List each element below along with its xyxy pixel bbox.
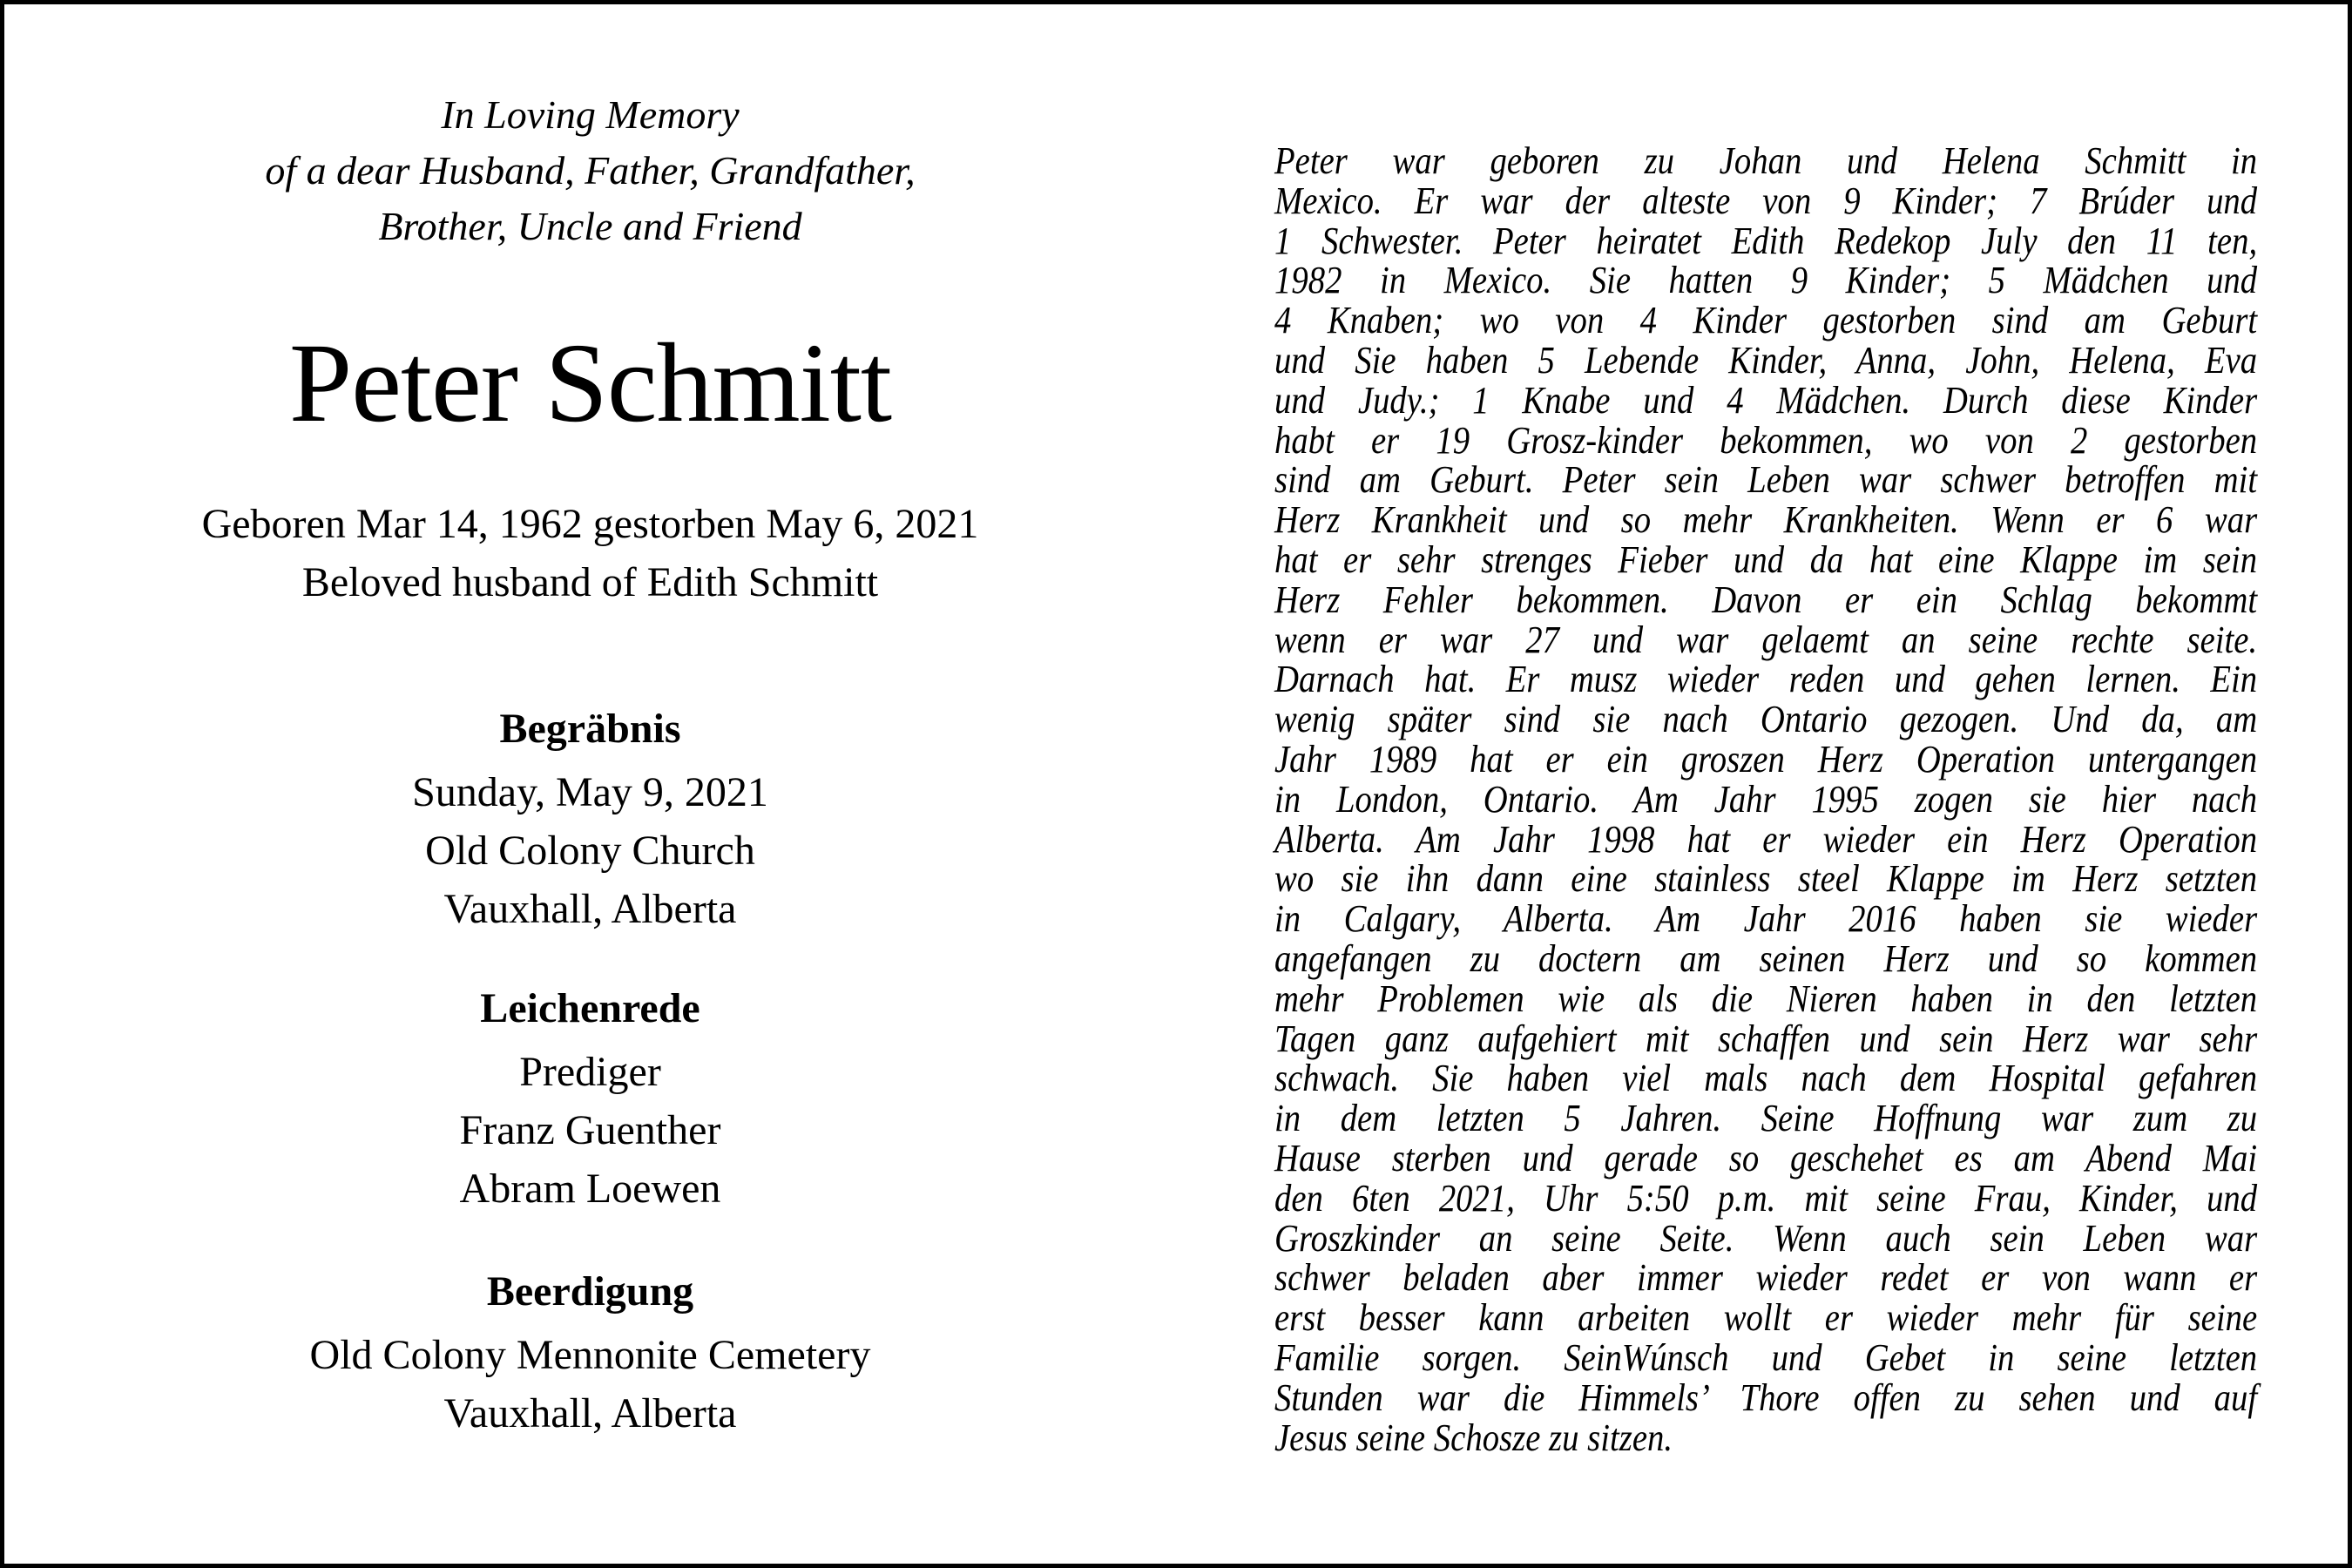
biography-line: erst besser kann arbeiten wollt er wieder mehr für seine (1274, 1296, 2258, 1340)
biography-line: Peter war geboren zu Johan und Helena Schmitt in (1274, 139, 2258, 182)
biography-line: Herz Krankheit und so mehr Krankheiten. Wenn er 6 war (1274, 498, 2258, 542)
funeral-date-line: Sunday, May 9, 2021 (412, 769, 768, 815)
section-beerdigung (4, 1262, 1176, 1443)
biography-line: wenig später sind sie nach Ontario gezogen. Und da, am (1274, 698, 2258, 741)
biography-line: habt er 19 Grosz-kinder bekommen, wo von 2 gestorben (1274, 418, 2258, 462)
section-leichenrede (4, 979, 1176, 1218)
biography-line: Alberta. Am Jahr 1998 hat er wieder ein Herz Operation (1274, 817, 2258, 861)
cemetery-line: Old Colony Mennonite Cemetery (309, 1332, 871, 1378)
biography-line: Mexico. Er war der alteste von 9 Kinder; 7 Brúder und (1274, 179, 2258, 222)
biography-line: und Sie haben 5 Lebende Kinder, Anna, John, Helena, Eva (1274, 338, 2258, 382)
section-begraebnis (4, 700, 1176, 938)
biography-line: mehr Problemen wie als die Nieren haben in den letzten (1274, 977, 2258, 1020)
section-heading-begraebnis: Begräbnis (499, 706, 681, 752)
biography-line: den 6ten 2021, Uhr 5:50 p.m. mit seine Frau, Kinder, und (1274, 1176, 2258, 1220)
biography-line: in dem letzten 5 Jahren. Seine Hoffnung war zum zu (1274, 1097, 2258, 1140)
biography-line: Jahr 1989 hat er ein groszen Herz Operation untergangen (1274, 737, 2258, 781)
biography-line: hat er sehr strenges Fieber und da hat eine Klappe im sein (1274, 537, 2258, 581)
biography-line: Groszkinder an seine Seite. Wenn auch sein Leben war (1274, 1216, 2258, 1260)
left-column (4, 4, 1176, 1564)
biography-line: wo sie ihn dann eine stainless steel Klappe im Herz setzten (1274, 857, 2258, 901)
biography-line: 1 Schwester. Peter heiratet Edith Redekop July den 11 ten, (1274, 219, 2258, 262)
biography-line: 4 Knaben; wo von 4 Kinder gestorben sind am Geburt (1274, 299, 2258, 342)
deceased-name: Peter Schmitt (288, 321, 892, 446)
biography-line: Familie sorgen. SeinWúnsch und Gebet in seine letzten (1274, 1335, 2258, 1379)
biography-text (1274, 141, 2257, 1457)
biography-line: in Calgary, Alberta. Am Jahr 2016 haben sie wieder (1274, 897, 2258, 941)
relation-line: Beloved husband of Edith Schmitt (301, 559, 879, 605)
preacher-name-line: Abram Loewen (459, 1166, 721, 1212)
memorial-header-line-2: of a dear Husband, Father, Grandfather, (265, 148, 916, 193)
biography-line: Jesus seine Schosze zu sitzen. (1274, 1416, 1673, 1459)
biography-line: Tagen ganz aufgehiert mit schaffen und sein Herz war sehr (1274, 1017, 2258, 1060)
cemetery-place-line: Vauxhall, Alberta (443, 1390, 737, 1436)
preacher-name-line: Franz Guenther (459, 1107, 721, 1153)
biography-line: Stunden war die Himmels’ Thore offen zu sehen und auf (1274, 1375, 2258, 1419)
section-heading-beerdigung: Beerdigung (486, 1268, 694, 1315)
section-heading-leichenrede: Leichenrede (480, 985, 700, 1031)
biography-line: Hause sterben und gerade so geschehet es am Abend Mai (1274, 1136, 2258, 1179)
biography-line: angefangen zu doctern am seinen Herz und so kommen (1274, 936, 2258, 980)
biography-line: wenn er war 27 und war gelaemt an seine rechte seite. (1274, 618, 2258, 661)
dates-block (4, 495, 1176, 612)
biography-line: schwach. Sie haben viel mals nach dem Hospital gefahren (1274, 1057, 2258, 1100)
memorial-header-line-3: Brother, Uncle and Friend (378, 204, 802, 248)
funeral-place-line: Vauxhall, Alberta (443, 886, 737, 932)
preacher-label-line: Prediger (519, 1049, 661, 1095)
birth-death-line: Geboren Mar 14, 1962 gestorben May 6, 2021 (201, 501, 979, 547)
biography-line: in London, Ontario. Am Jahr 1995 zogen sie hier nach (1274, 777, 2258, 821)
biography-line: und Judy.; 1 Knabe und 4 Mädchen. Durch diese Kinder (1274, 378, 2258, 422)
funeral-church-line: Old Colony Church (425, 828, 755, 874)
biography-line: schwer beladen aber immer wieder redet er von wann er (1274, 1256, 2258, 1300)
biography-line: 1982 in Mexico. Sie hatten 9 Kinder; 5 Mädchen und (1274, 259, 2258, 302)
biography-line: Darnach hat. Er musz wieder reden und gehen lernen. Ein (1274, 658, 2258, 701)
biography-line: Herz Fehler bekommen. Davon er ein Schlag bekommt (1274, 578, 2258, 621)
memorial-header (4, 87, 1176, 254)
memorial-header-line-1: In Loving Memory (441, 92, 740, 137)
biography-line: sind am Geburt. Peter sein Leben war schwer betroffen mit (1274, 458, 2258, 502)
